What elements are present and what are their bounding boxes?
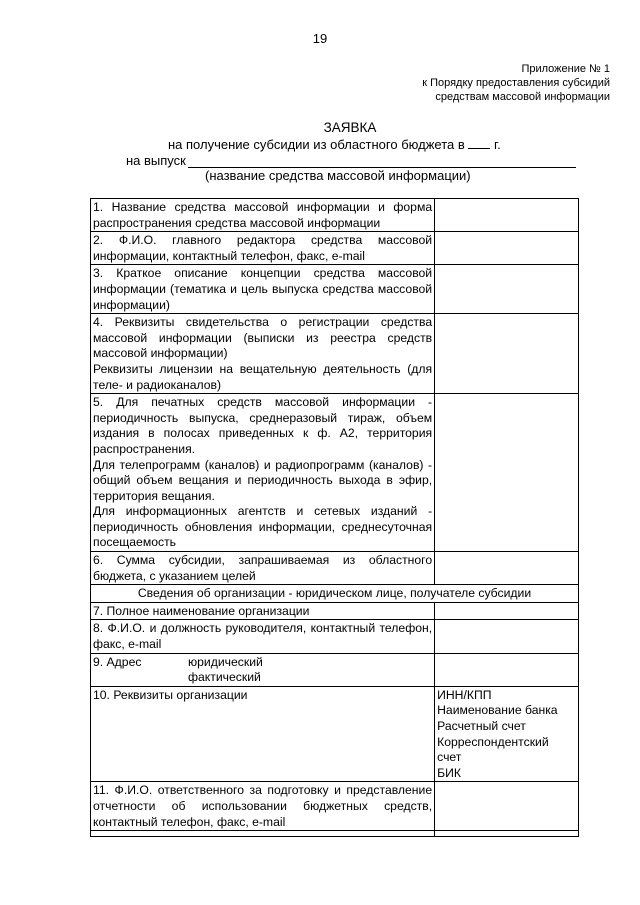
- question-5-broadcast: Для телепрограмм (каналов) и радиопрограмм (каналов) - общий объем вещания и периодичность выхода в эфир, территория вещания.: [93, 457, 433, 503]
- question-4-registration: 4. Реквизиты свидетельства о регистрации средства массовой информации (выписки из реестра средств массовой информации): [93, 315, 433, 361]
- address-legal: юридический: [188, 654, 263, 669]
- answer-10: [435, 686, 579, 782]
- answer-11: [435, 782, 579, 831]
- table-row: [91, 782, 579, 831]
- question-2: 2. Ф.И.О. главного редактора средства массовой информации, контактный телефон, факс, e-mail: [91, 232, 435, 265]
- appendix-line-2: к Порядку предоставления субсидий: [422, 77, 610, 89]
- answer-8: [435, 620, 579, 653]
- question-3: 3. Краткое описание концепции средства массовой информации (тематика и цель выпуска средства массовой информации): [91, 265, 435, 314]
- bank-detail-account: Расчетный счет: [437, 719, 526, 733]
- question-9: [91, 653, 435, 686]
- question-7: 7. Полное наименование организации: [91, 602, 435, 620]
- bank-detail-inn: ИНН/КПП: [437, 687, 492, 702]
- appendix-note: [422, 62, 610, 104]
- table-row: [91, 394, 579, 552]
- appendix-line-1: Приложение № 1: [521, 63, 610, 75]
- answer-6: [435, 552, 579, 585]
- application-form-table: [90, 198, 579, 837]
- answer-5: [435, 394, 579, 552]
- question-5: [91, 394, 435, 552]
- bank-detail-bank-name: Наименование банка: [437, 703, 558, 718]
- question-4-license: Реквизиты лицензии на вещательную деятельность (для теле- и радиоканалов): [93, 361, 433, 392]
- table-row: [91, 265, 579, 314]
- page-number: 19: [312, 31, 328, 46]
- document-title: ЗАЯВКА: [323, 120, 377, 135]
- answer-4: [435, 314, 579, 394]
- answer-9: [435, 653, 579, 686]
- question-5-print: 5. Для печатных средств массовой информации - периодичность выпуска, среднеразовый тираж, объем издания в полосах приведенных к ф. А2, территория распространения.: [93, 395, 433, 456]
- issue-line: [126, 153, 576, 168]
- year-blank: [468, 137, 490, 149]
- table-row: [91, 314, 579, 394]
- answer-2: [435, 232, 579, 265]
- question-10: 10. Реквизиты организации: [91, 686, 435, 782]
- table-row: [91, 653, 579, 686]
- question-4: [91, 314, 435, 394]
- appendix-line-3: средствам массовой информации: [435, 91, 610, 103]
- bank-detail-corr-account-cont: счет: [437, 750, 462, 765]
- answer-1: [435, 199, 579, 232]
- question-6: 6. Сумма субсидии, запрашиваемая из областного бюджета, с указанием целей: [91, 552, 435, 585]
- document-subtitle: [168, 137, 501, 152]
- table-row: [91, 199, 579, 232]
- table-row: [91, 585, 579, 603]
- table-row: [91, 552, 579, 585]
- question-11: 11. Ф.И.О. ответственного за подготовку и представление отчетности об использовании бюджетных средств, контактный телефон, факс, e-mail: [91, 782, 435, 831]
- answer-7: [435, 602, 579, 620]
- issue-label: на выпуск: [126, 153, 186, 168]
- question-1: 1. Название средства массовой информации и форма распространения средства массовой информации: [91, 199, 435, 232]
- subtitle-year-suffix: г.: [490, 137, 501, 152]
- question-5-agencies: Для информационных агентств и сетевых изданий - периодичность обновления информации, среднесуточная посещаемость: [93, 504, 433, 550]
- question-8: 8. Ф.И.О. и должность руководителя, контактный телефон, факс, e-mail: [91, 620, 435, 653]
- issue-caption: (название средства массовой информации): [205, 168, 471, 183]
- bank-detail-bik: БИК: [437, 765, 461, 780]
- table-row: [91, 232, 579, 265]
- table-row: [91, 686, 579, 782]
- section-organization: Сведения об организации - юридическом лице, получателе субсидии: [91, 585, 579, 603]
- table-row-continuation: [91, 831, 579, 837]
- address-actual: фактический: [188, 670, 261, 685]
- answer-3: [435, 265, 579, 314]
- table-row: [91, 620, 579, 653]
- media-name-blank: [188, 155, 576, 168]
- address-label: 9. Адрес: [93, 654, 142, 669]
- subtitle-text: на получение субсидии из областного бюджета в: [168, 137, 469, 152]
- bank-detail-corr-account: Корреспондентский: [437, 734, 549, 749]
- table-row: [91, 602, 579, 620]
